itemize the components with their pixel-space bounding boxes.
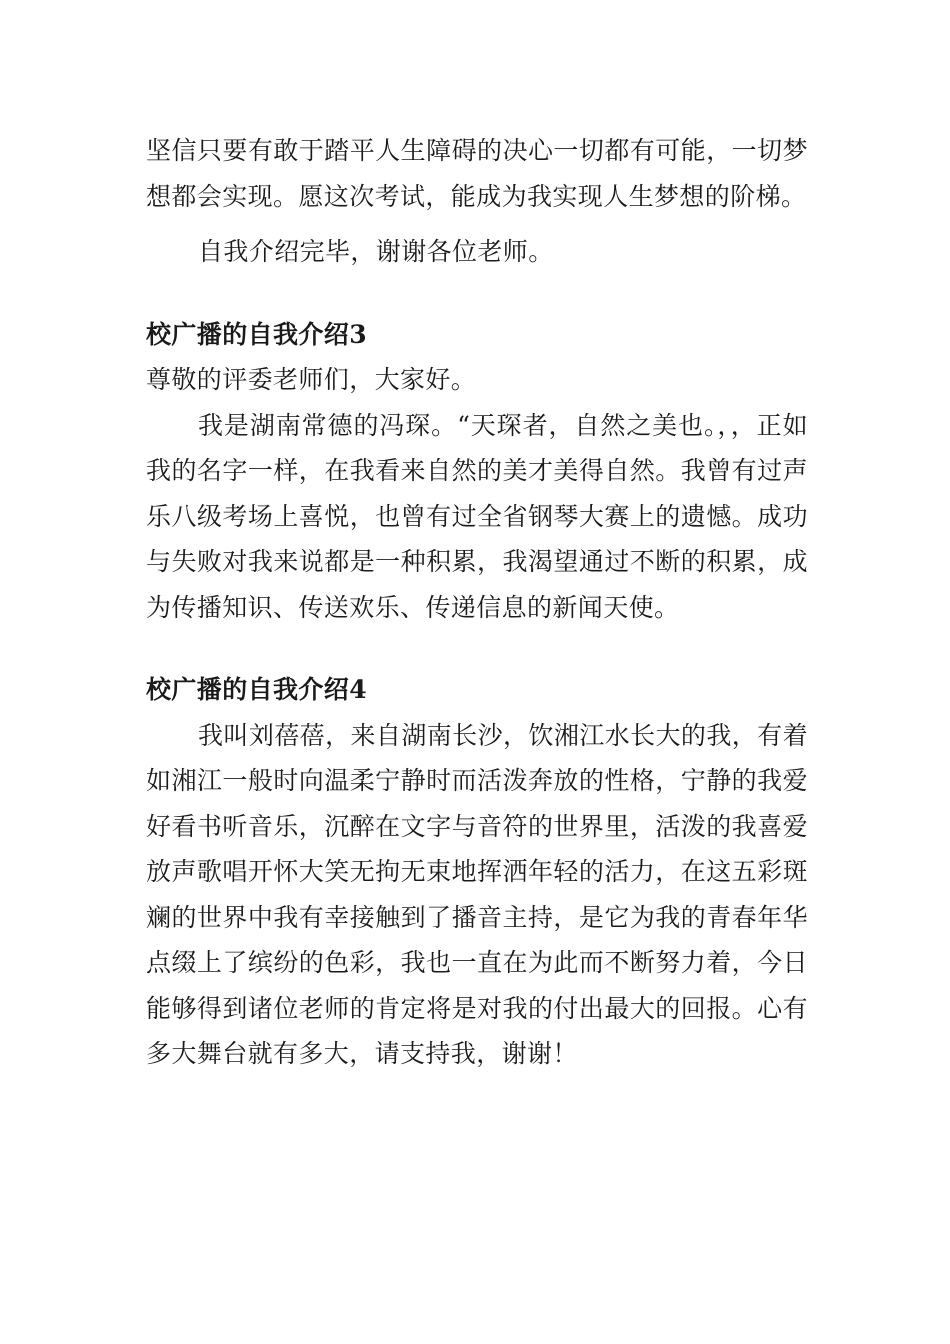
section-3-body: 我是湖南常德的冯琛。“天琛者，自然之美也。，，正如我的名字一样，在我看来自然的美才美得自然。我曾有过声乐八级考场上喜悦，也曾有过全省钢琴大赛上的遗憾。成功与失败对我来说都是一种积累，我渴望通过不断的积累，成为传播知识、传送欢乐、传递信息的新闻天使。	[146, 410, 808, 622]
section-gap	[146, 275, 808, 312]
closing-paragraph: 自我介绍完毕，谢谢各位老师。	[198, 237, 554, 266]
document-page	[146, 128, 808, 1077]
greeting-paragraph: 尊敬的评委老师们，大家好。	[146, 365, 477, 394]
section-4-body: 我叫刘蓓蓓，来自湖南长沙，饮湘江水长大的我，有着如湘江一般时向温柔宁静时而活泼奔放的性格，宁静的我爱好看书听音乐，沉醉在文字与音符的世界里，活泼的我喜爱放声歌唱开怀大笑无拘无束地挥洒年轻的活力，在这五彩斑斓的世界中我有幸接触到了播音主持，是它为我的青春年华点缀上了缤纷的色彩，我也一直在为此而不断努力着，今日能够得到诸位老师的肯定将是对我的付出最大的回报。心有多大舞台就有多大，请支持我，谢谢！	[146, 720, 808, 1068]
section-heading-4: 校广播的自我介绍4	[146, 675, 367, 704]
section-heading-3: 校广播的自我介绍3	[146, 319, 367, 349]
continuation-paragraph: 坚信只要有敢于踏平人生障碍的决心一切都有可能，一切梦想都会实现。愿这次考试，能成为我实现人生梦想的阶梯。	[146, 136, 808, 211]
section-gap	[146, 630, 808, 667]
spacer	[146, 219, 808, 229]
